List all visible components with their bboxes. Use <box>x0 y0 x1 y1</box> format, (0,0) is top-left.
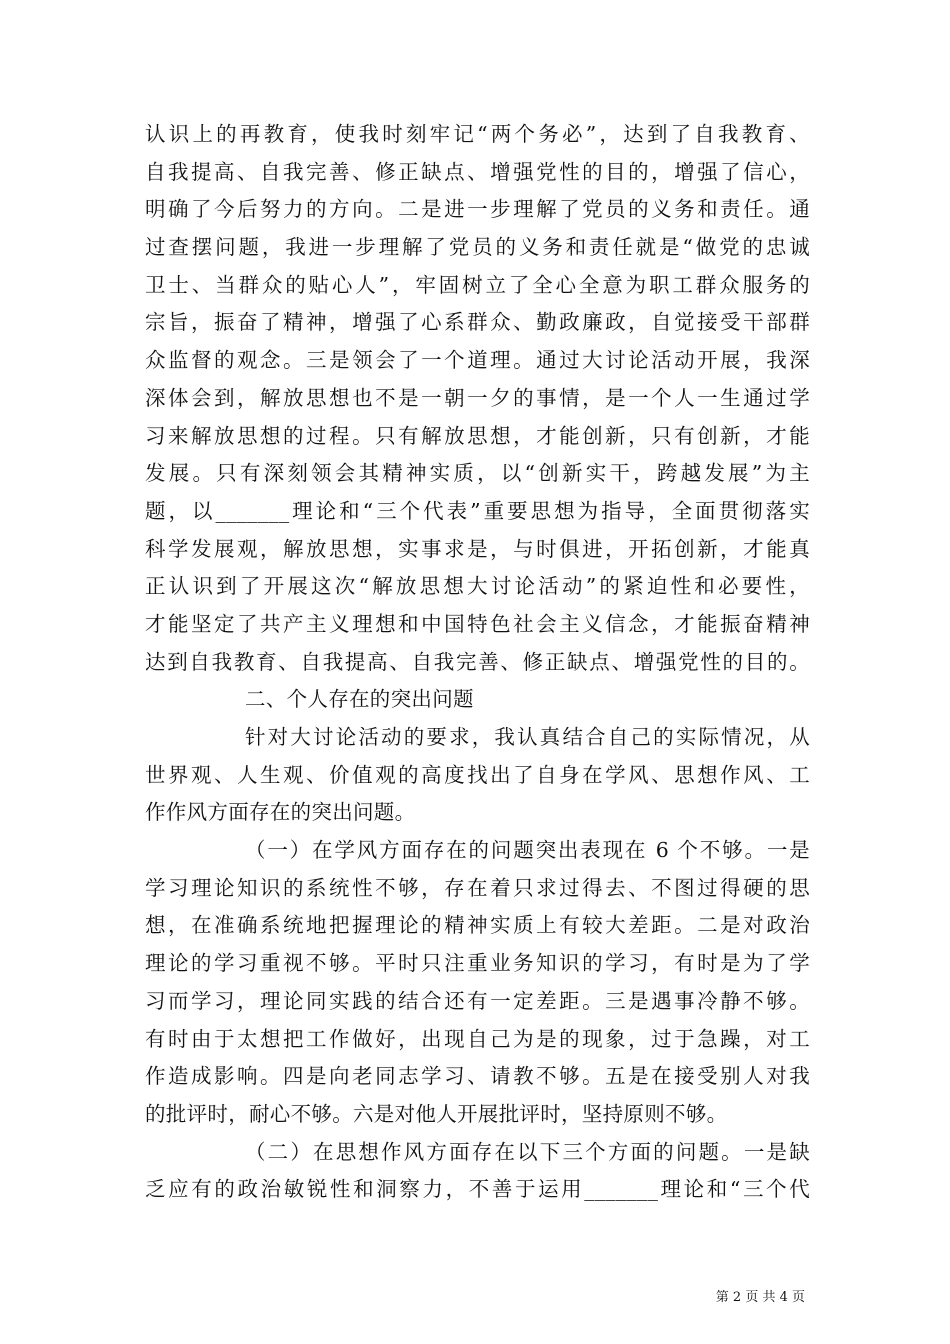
text-line: 发展。只有深刻领会其精神实质，以“创新实干，跨越发展”为主 <box>145 461 810 486</box>
text-line: 才能坚定了共产主义理想和中国特色社会主义信念，才能振奋精神 <box>145 611 810 636</box>
text-line: 世界观、人生观、价值观的高度找出了自身在学风、思想作风、工 <box>145 762 810 787</box>
text-line: （一）在学风方面存在的问题突出表现在 6 个不够。一是 <box>245 838 810 863</box>
text-line: 习而学习，理论同实践的结合还有一定差距。三是遇事冷静不够。 <box>145 988 810 1013</box>
text-line: 理论的学习重视不够。平时只注重业务知识的学习，有时是为了学 <box>145 951 810 976</box>
text-line: 自我提高、自我完善、修正缺点、增强党性的目的，增强了信心， <box>145 159 810 184</box>
text-line: 的批评时，耐心不够。六是对他人开展批评时，坚持原则不够。 <box>145 1101 728 1126</box>
text-line: 明确了今后努力的方向。二是进一步理解了党员的义务和责任。通 <box>145 197 810 222</box>
text-line: 科学发展观，解放思想，实事求是，与时俱进，开拓创新，才能真 <box>145 536 810 561</box>
text-line: 针对大讨论活动的要求，我认真结合自己的实际情况，从 <box>245 725 810 749</box>
text-line: 想，在准确系统地把握理论的精神实质上有较大差距。二是对政治 <box>145 913 810 938</box>
text-line: 习来解放思想的过程。只有解放思想，才能创新，只有创新，才能 <box>145 423 810 448</box>
text-line: 深体会到，解放思想也不是一朝一夕的事情，是一个人一生通过学 <box>145 385 810 410</box>
text-line: 作造成影响。四是向老同志学习、请教不够。五是在接受别人对我 <box>145 1064 810 1089</box>
text-line: 达到自我教育、自我提高、自我完善、修正缺点、增强党性的目的。 <box>145 649 810 674</box>
text-line: 宗旨，振奋了精神，增强了心系群众、勤政廉政，自觉接受干部群 <box>145 310 810 335</box>
text-line: 认识上的再教育，使我时刻牢记“两个务必”，达到了自我教育、 <box>145 122 810 146</box>
body-text <box>145 116 810 1209</box>
text-line: 题，以_______理论和“三个代表”重要思想为指导，全面贯彻落实 <box>145 498 810 523</box>
text-line: 众监督的观念。三是领会了一个道理。通过大讨论活动开展，我深 <box>145 348 810 373</box>
page-footer: 第 2 页 共 4 页 <box>715 1290 805 1305</box>
text-line: 卫士、当群众的贴心人”，牢固树立了全心全意为职工群众服务的 <box>145 272 810 297</box>
text-line: 学习理论知识的系统性不够，存在着只求过得去、不图过得硬的思 <box>145 875 810 900</box>
text-line: 过查摆问题，我进一步理解了党员的义务和责任就是“做党的忠诚 <box>145 235 810 260</box>
text-line: 二、个人存在的突出问题 <box>245 687 474 712</box>
text-line: 有时由于太想把工作做好，出现自己为是的现象，过于急躁，对工 <box>145 1026 810 1051</box>
text-line: 作作风方面存在的突出问题。 <box>145 800 416 825</box>
text-line: （二）在思想作风方面存在以下三个方面的问题。一是缺 <box>245 1139 810 1164</box>
text-line: 乏应有的政治敏锐性和洞察力，不善于运用_______理论和“三个代 <box>145 1177 810 1202</box>
text-line: 正认识到了开展这次“解放思想大讨论活动”的紧迫性和必要性， <box>145 574 810 599</box>
